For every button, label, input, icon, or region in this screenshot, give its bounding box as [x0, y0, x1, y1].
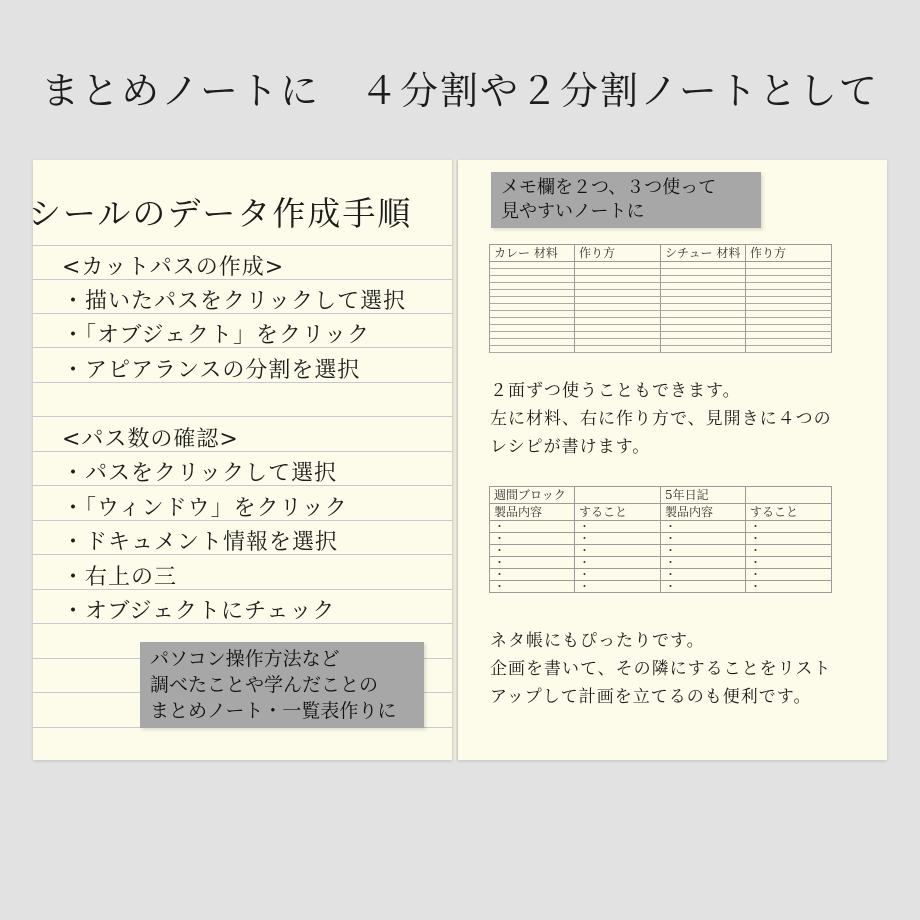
table-cell — [575, 269, 661, 276]
table-cell — [746, 325, 832, 332]
table-cell — [575, 304, 661, 311]
list-item: ・右上の三 — [62, 565, 178, 590]
table-cell — [575, 283, 661, 290]
table-cell — [490, 304, 575, 311]
table-row — [490, 283, 832, 290]
table-cell — [490, 325, 575, 332]
right-paragraph-line: 企画を書いて、その隣にすることをリスト — [490, 659, 832, 679]
table-cell: ・ — [661, 533, 746, 545]
recipe-table — [489, 244, 832, 353]
table-header-cell: すること — [746, 504, 832, 521]
table-cell: ・ — [661, 581, 746, 593]
table-cell — [661, 325, 746, 332]
table-row — [490, 332, 832, 339]
table-cell — [661, 318, 746, 325]
table-cell — [746, 269, 832, 276]
table-cell: ・ — [575, 581, 661, 593]
table-cell: ・ — [490, 569, 575, 581]
table-cell: ・ — [575, 557, 661, 569]
right-paragraph-line: レシピが書けます。 — [490, 437, 651, 457]
table-cell — [575, 325, 661, 332]
table-header-cell: シチュー 材料 — [661, 245, 746, 262]
table-cell: ・ — [575, 521, 661, 533]
table-cell — [490, 269, 575, 276]
weekly-block-table — [489, 486, 832, 593]
table-cell — [575, 262, 661, 269]
list-item: ・描いたパスをクリックして選択 — [62, 289, 407, 314]
table-cell: ・ — [746, 521, 832, 533]
right-paragraph-line: ２面ずつ使うこともできます。 — [490, 381, 741, 401]
table-row — [490, 311, 832, 318]
table-cell — [746, 304, 832, 311]
table-row — [490, 346, 832, 353]
section-heading-cut-path: <カットパスの作成> — [62, 255, 285, 280]
table-cell: ・ — [746, 545, 832, 557]
list-item: ・「ウィンドウ」をクリック — [62, 496, 348, 521]
table-row — [490, 262, 832, 269]
table-cell — [575, 339, 661, 346]
table-header-cell: カレー 材料 — [490, 245, 575, 262]
table-cell — [490, 346, 575, 353]
table-cell — [575, 290, 661, 297]
table-row — [490, 533, 832, 545]
ruled-line — [33, 416, 452, 417]
right-paragraph-line: ネタ帳にもぴったりです。 — [490, 631, 705, 651]
list-item: ・オブジェクトにチェック — [62, 599, 336, 624]
table-cell: ・ — [746, 581, 832, 593]
table-cell — [661, 339, 746, 346]
table-cell: ・ — [661, 557, 746, 569]
note-line: パソコン操作方法など — [150, 648, 340, 670]
table-cell: ・ — [575, 569, 661, 581]
table-header-cell: 週間ブロック — [490, 487, 575, 504]
table-cell — [490, 339, 575, 346]
table-row — [490, 269, 832, 276]
table-cell — [661, 290, 746, 297]
table-cell — [490, 283, 575, 290]
table-cell — [661, 297, 746, 304]
left-sticky-note — [140, 642, 424, 728]
table-row — [490, 297, 832, 304]
table-cell: ・ — [661, 569, 746, 581]
table-row — [490, 318, 832, 325]
table-cell: ・ — [490, 557, 575, 569]
table-header-cell — [575, 487, 661, 504]
table-cell — [661, 332, 746, 339]
table-cell — [661, 283, 746, 290]
table-row — [490, 569, 832, 581]
table-cell — [490, 290, 575, 297]
table-cell — [490, 262, 575, 269]
table-cell — [575, 332, 661, 339]
table-cell — [661, 304, 746, 311]
table-cell: ・ — [746, 533, 832, 545]
table-row — [490, 339, 832, 346]
table-cell — [661, 262, 746, 269]
table-row — [490, 304, 832, 311]
table-cell: ・ — [661, 521, 746, 533]
table-cell — [746, 339, 832, 346]
table-header-cell: 製品内容 — [490, 504, 575, 521]
table-cell — [661, 276, 746, 283]
right-paragraph-line: アップして計画を立てるのも便利です。 — [490, 687, 812, 707]
note-line: 見やすいノートに — [501, 201, 645, 222]
table-cell — [661, 269, 746, 276]
table-header-cell: すること — [575, 504, 661, 521]
table-row — [490, 290, 832, 297]
table-header-cell — [746, 487, 832, 504]
left-page-title: シールのデータ作成手順 — [28, 194, 413, 233]
right-paragraph-line: 左に材料、右に作り方で、見開きに４つの — [490, 409, 832, 429]
table-cell — [575, 297, 661, 304]
table-cell — [746, 318, 832, 325]
table-cell: ・ — [490, 533, 575, 545]
table-cell: ・ — [490, 581, 575, 593]
list-item: ・ドキュメント情報を選択 — [62, 530, 339, 555]
table-row — [490, 581, 832, 593]
table-cell — [746, 332, 832, 339]
list-item: ・パスをクリックして選択 — [62, 461, 338, 486]
table-row — [490, 557, 832, 569]
note-line: 調べたことや学んだことの — [150, 674, 379, 696]
table-cell — [490, 332, 575, 339]
section-heading-path-count: <パス数の確認> — [62, 427, 239, 452]
table-cell — [746, 283, 832, 290]
note-line: まとめノート・一覧表作りに — [150, 700, 397, 722]
table-cell — [575, 346, 661, 353]
table-header-cell: 5年日記 — [661, 487, 746, 504]
table-row — [490, 521, 832, 533]
table-cell — [746, 346, 832, 353]
table-cell — [746, 311, 832, 318]
table-row — [490, 325, 832, 332]
table-cell: ・ — [490, 521, 575, 533]
table-cell: ・ — [490, 545, 575, 557]
table-cell: ・ — [575, 533, 661, 545]
table-row — [490, 276, 832, 283]
table-cell — [490, 318, 575, 325]
table-cell — [490, 297, 575, 304]
table-cell — [490, 276, 575, 283]
table-cell — [490, 311, 575, 318]
headline: まとめノートに ４分割や２分割ノートとして — [41, 69, 879, 113]
note-line: メモ欄を２つ、３つ使って — [501, 177, 717, 198]
list-item: ・アピアランスの分割を選択 — [62, 358, 361, 383]
table-header-cell: 作り方 — [575, 245, 661, 262]
table-cell: ・ — [746, 557, 832, 569]
table-row — [490, 545, 832, 557]
ruled-line — [33, 245, 452, 246]
table-cell — [661, 346, 746, 353]
list-item: ・「オブジェクト」をクリック — [62, 323, 371, 348]
table-cell — [746, 297, 832, 304]
table-cell: ・ — [746, 569, 832, 581]
table-cell — [575, 276, 661, 283]
right-sticky-note — [491, 172, 761, 228]
table-header-cell: 作り方 — [746, 245, 832, 262]
table-cell: ・ — [661, 545, 746, 557]
table-cell — [661, 311, 746, 318]
table-cell — [746, 290, 832, 297]
table-cell — [746, 276, 832, 283]
table-cell — [575, 318, 661, 325]
table-cell — [746, 262, 832, 269]
table-cell — [575, 311, 661, 318]
table-cell: ・ — [575, 545, 661, 557]
table-header-cell: 製品内容 — [661, 504, 746, 521]
